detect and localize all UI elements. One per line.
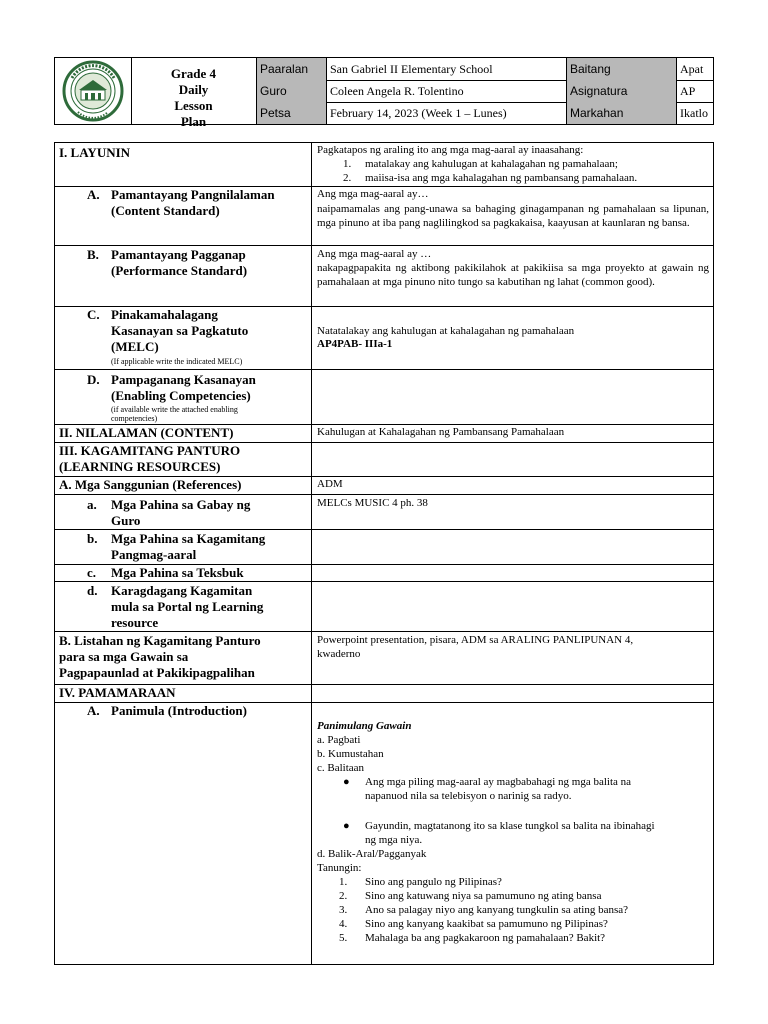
header-label: Petsa [257, 102, 327, 124]
layunin-label: I. LAYUNIN [59, 145, 131, 160]
header-table [54, 57, 714, 129]
header-value: Apat [680, 62, 704, 76]
header-value: February 14, 2023 (Week 1 – Lunes) [327, 102, 567, 124]
nilalaman-label: II. NILALAMAN (CONTENT) [59, 425, 234, 440]
header-value: San Gabriel II Elementary School [327, 58, 567, 80]
listahan-text: Powerpoint presentation, pisara, ADM sa ARALING PANLIPUNAN 4, kwaderno [317, 634, 634, 660]
melc-text: Natatalakay ang kahulugan at kahalagahan ng pamahalaan [317, 325, 575, 337]
question-item: 3. Ano sa palagay niyo ang kanyang tungkulin sa ating bansa? [339, 904, 629, 916]
gabay-guro-text: MELCs MUSIC 4 ph. 38 [317, 497, 428, 509]
school-logo-cell [55, 58, 132, 124]
performance-standard-line1: Ang mga mag-aaral ay … [317, 248, 432, 260]
content-standard-text: naipamamalas ang pang-unawa sa bahaging ginagampanan ng pamahalaan sa lipunan, mga pinuno at iba pang naglilingkod sa pagkakaisa, kaayusan at kaunlaran ng bansa. [317, 203, 709, 229]
listahan-label: B. Listahan ng Kagamitang Panturo para sa mga Gawain sa Pagpapaunlad at Pakikipagpalihan [59, 633, 261, 680]
pangmag-aaral-label: b. Mga Pahina sa Kagamitang Pangmag-aaral [87, 531, 266, 562]
row-divider [55, 529, 713, 530]
performance-standard-text: nakapagpapakita ng aktibong pakikilahok at pakikiisa sa mga proyekto at gawain ng pamahalaan at mga pinuno nito tungo sa kabutihan ng lahat (common good). [317, 262, 709, 288]
panimula-step: a. Pagbati [317, 734, 361, 746]
melc-label: C. Pinakamahalagang Kasanayan sa Pagkatuto (MELC) [87, 307, 249, 354]
layunin-item: 2. maiisa-isa ang mga kahalagahan ng pambansang pamahalaan. [343, 172, 638, 184]
kagamitang-label: III. KAGAMITANG PANTURO (LEARNING RESOURCES) [59, 443, 241, 474]
panimula-step: b. Kumustahan [317, 748, 384, 760]
enabling-label: D. Pampaganang Kasanayan (Enabling Competencies) [87, 372, 256, 403]
pamamaraan-label: IV. PAMAMARAAN [59, 685, 176, 700]
panimula-step: c. Balitaan [317, 762, 365, 774]
tanungin-label: Tanungin: [317, 862, 362, 874]
teksbuk-label: c. Mga Pahina sa Teksbuk [87, 565, 244, 580]
question-item: 1. Sino ang pangulo ng Pilipinas? [339, 876, 502, 888]
school-seal-icon [60, 60, 126, 122]
header-label: Guro [257, 80, 327, 102]
header-label: Paaralan [257, 58, 327, 80]
question-item: 5. Mahalaga ba ang pagkakaroon ng pamahalaan? Bakit? [339, 932, 606, 944]
lesson-plan-table [54, 142, 714, 965]
bullet-icon: ● [343, 820, 350, 832]
question-item: 2. Sino ang katuwang niya sa pamumuno ng ating bansa [339, 890, 602, 902]
layunin-item: 1. matalakay ang kahulugan at kahalagahan ng pamahalaan; [343, 158, 618, 170]
header-label: Asignatura [567, 80, 677, 102]
title-line: Plan [180, 114, 207, 129]
header-value: AP [680, 84, 696, 98]
header-label: Markahan [567, 102, 677, 124]
enabling-note: (if available write the attached enabling competencies) [111, 405, 238, 423]
row-divider [55, 581, 713, 582]
balitaan-bullet-cont: napanuod nila sa telebisyon o narinig sa radyo. [365, 790, 572, 802]
header-value: Ikatlo [680, 106, 708, 120]
content-standard-line1: Ang mga mag-aaral ay… [317, 188, 429, 200]
dlp-title [131, 58, 257, 129]
column-divider [311, 143, 312, 964]
header-row-petsa [257, 102, 713, 124]
balitaan-bullet: ● Gayundin, magtatanong ito sa klase tungkol sa balita na ibinahagi [343, 820, 655, 832]
title-line: Lesson [174, 98, 213, 113]
nilalaman-text: Kahulugan at Kahalagahan ng Pambansang Pamahalaan [317, 426, 565, 438]
performance-standard-label: B. Pamantayang Pagganap (Performance Standard) [87, 247, 248, 278]
header-row-guro [257, 80, 713, 103]
panimula-step: d. Balik-Aral/Pagganyak [317, 848, 427, 860]
row-divider [55, 494, 713, 495]
balitaan-bullet-cont: ng mga niya. [365, 834, 423, 846]
header-label: Baitang [567, 58, 677, 80]
panimula-heading: Panimulang Gawain [317, 720, 412, 732]
portal-label: d. Karagdagang Kagamitan mula sa Portal ng Learning resource [87, 583, 264, 630]
melc-code: AP4PAB- IIIa-1 [317, 338, 393, 350]
sanggunian-text: ADM [317, 478, 343, 490]
content-standard-label: A. Pamantayang Pangnilalaman (Content Standard) [87, 187, 275, 218]
question-item: 4. Sino ang kanyang kaakibat sa pamumuno ng Pilipinas? [339, 918, 608, 930]
title-line: Daily [178, 82, 209, 97]
bullet-icon: ● [343, 776, 350, 788]
melc-note: (If applicable write the indicated MELC) [111, 357, 243, 366]
header-value: Coleen Angela R. Tolentino [327, 80, 567, 102]
balitaan-bullet: ● Ang mga piling mag-aaral ay magbabahagi ng mga balita na [343, 776, 632, 788]
panimula-label: A. Panimula (Introduction) [87, 703, 247, 718]
header-row-paaralan [257, 58, 713, 81]
title-line: Grade 4 [170, 66, 217, 81]
sanggunian-label: A. Mga Sanggunian (References) [59, 477, 242, 492]
row-divider [55, 369, 713, 370]
layunin-intro: Pagkatapos ng araling ito ang mga mag-aaral ay inaasahang: [317, 144, 584, 156]
row-divider [55, 631, 713, 632]
row-divider [55, 245, 713, 246]
gabay-guro-label: a. Mga Pahina sa Gabay ng Guro [87, 497, 251, 528]
